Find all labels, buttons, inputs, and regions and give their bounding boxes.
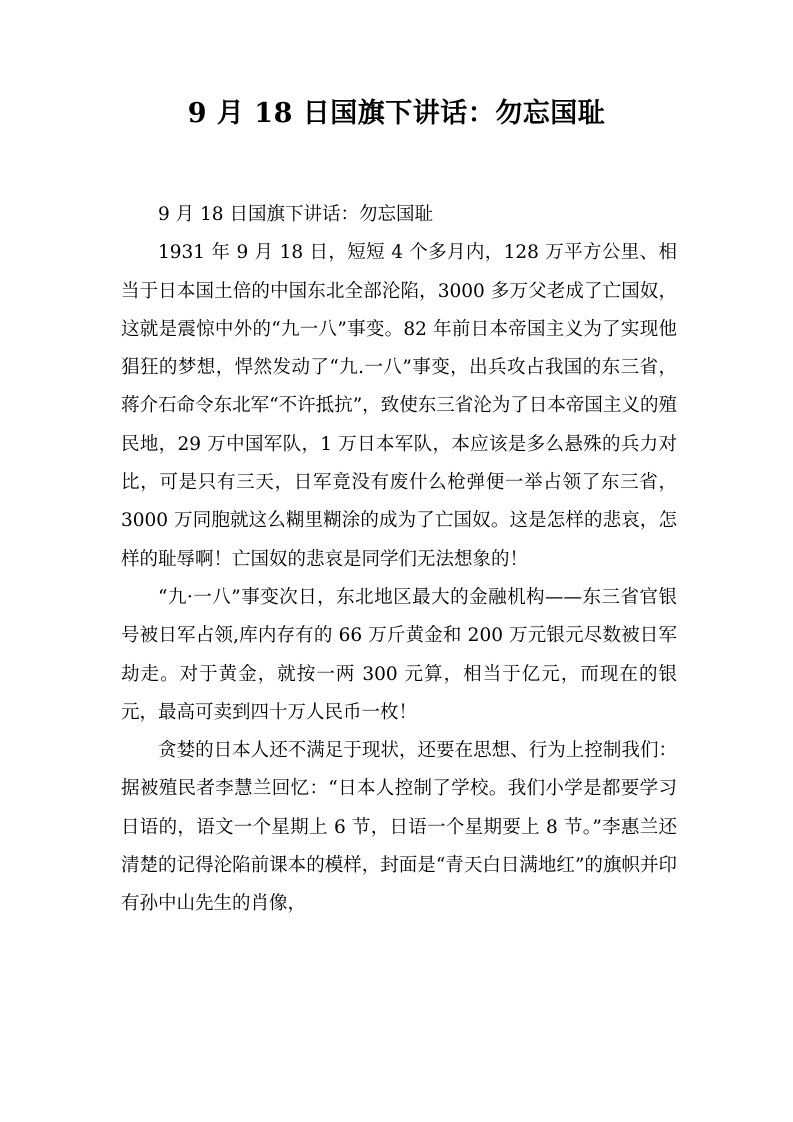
document-body — [121, 196, 677, 924]
paragraph-subtitle: 9 月 18 日国旗下讲话：勿忘国耻 — [158, 204, 433, 225]
paragraph-1931-event: 1931 年 9 月 18 日，短短 4 个多月内，128 万平方公里、相当于日本国土倍的中国东北全部沦陷，3000 多万父老成了亡国奴，这就是震惊中外的“九一八”事变。82 年前日本帝国主义为了实现他猖狂的梦想，悍然发动了“九.一八”事变，出兵攻占我国的东三省，蒋介石命令东北军“不许抵抗”，致使东三省沦为了日本帝国主义的殖民地，29 万中国军队，1 万日本军队，本应该是多么悬殊的兵力对比，可是只有三天，日军竟没有废什么枪弹便一举占领了东三省，3000 万同胞就这么糊里糊涂的成为了亡国奴。这是怎样的悲哀，怎样的耻辱啊！亡国奴的悲哀是同学们无法想象的！ — [121, 242, 677, 570]
document-title: 9 月 18 日国旗下讲话：勿忘国耻 — [187, 98, 606, 129]
paragraph-bank-looted: “九·一八”事变次日，东北地区最大的金融机构——东三省官银号被日军占领,库内存有的 66 万斤黄金和 200 万元银元尽数被日军劫走。对于黄金，就按一两 300 元算，相当于亿元，而现在的银元，最高可卖到四十万人民币一枚！ — [121, 586, 677, 723]
paragraph-colonial-education: 贪婪的日本人还不满足于现状，还要在思想、行为上控制我们：据被殖民者李慧兰回忆：“日本人控制了学校。我们小学是都要学习日语的，语文一个星期上 6 节，日语一个星期要上 8 节。”李惠兰还清楚的记得沦陷前课本的模样，封面是“青天白日满地红”的旗帜并印有孙中山先生的肖像， — [121, 740, 677, 915]
